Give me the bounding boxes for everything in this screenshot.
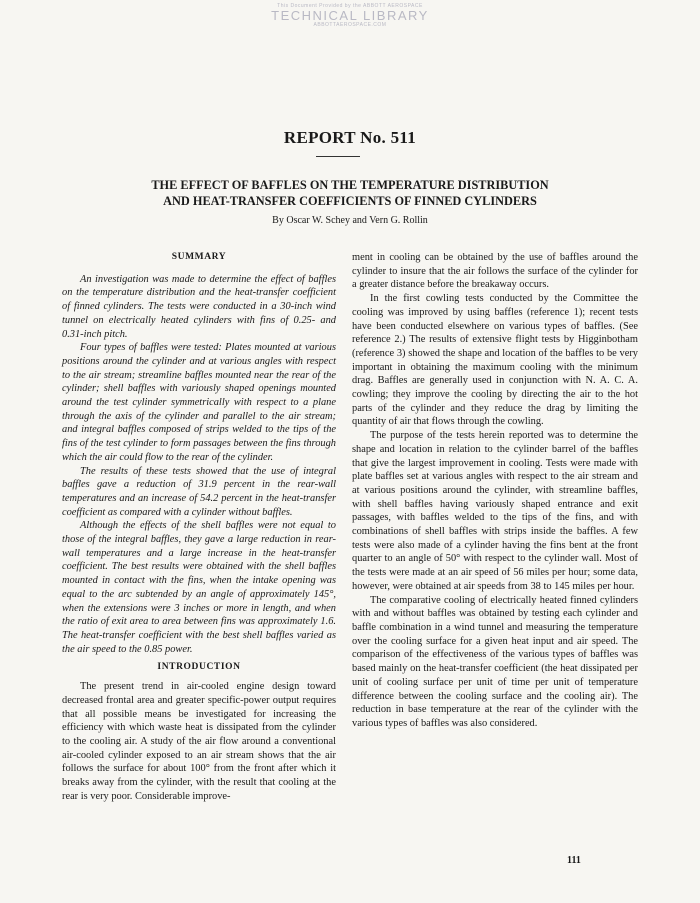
introduction-paragraph: In the first cowling tests conducted by the Committee the cooling was improved by using baffles (reference 1); recent tests have been conducted elsewhere on various types of baffles. (See reference 2.) The results of extensive flight tests by Higginbotham (reference 3) showed the shape and location of the baffles to be very important in obtaining the maximum cooling with the minimum drag. Baffles are generally used in conjunction with N. A. C. A. cowling; they improve the cooling by directing the air to the hot parts of the cylinder and they reduce the drag by limiting the quantity of air that flows through the cowling. [352,293,638,428]
watermark-site-text: ABBOTTAEROSPACE.COM [313,22,387,28]
watermark-provider-text: This Document Provided by the ABBOTT AEROSPACE [277,3,423,9]
title-line-2: AND HEAT-TRANSFER COEFFICIENTS OF FINNED CYLINDERS [163,194,537,208]
introduction-paragraph: The present trend in air-cooled engine design toward decreased frontal area and greater specific-power output requires that all possible means be investigated for increasing the efficiency with which waste heat is dissipated from the cylinder to the cooling air. A study of the air flow around a conventional air-cooled cylinder exposed to an air stream shows that the air follows the surface for about 100° from the front after which it breaks away from the cylinder, with the result that cooling at the rear is very poor. Considerable improve- [62,681,336,802]
watermark-library-text: TECHNICAL LIBRARY [271,8,429,23]
summary-paragraph: Although the effects of the shell baffles were not equal to those of the integral baffles, they gave a large reduction in rear-wall temperatures and a large increase in the heat-transfer coefficient. The best results were obtained with the shell baffles mounted in contact with the fins, when the intake opening was equal to the arc subtended by an angle of approximately 145°, when the extensions were 3 inches or more in length, and when the ratio of exit area to area between fins was approximately 1.6. The heat-transfer coefficient with the best shell baffles varied as the air speed to the 0.85 power. [62,520,336,655]
paper-title [100,177,600,209]
page-number: 111 [567,855,581,866]
summary-body [62,273,336,657]
report-number: REPORT No. 511 [283,128,417,147]
authors: By Oscar W. Schey and Vern G. Rollin [272,215,428,226]
right-column [352,251,638,731]
title-divider [316,156,360,157]
summary-paragraph: The results of these tests showed that the use of integral baffles gave a reduction of 31.9 percent in the rear-wall temperatures and an increase of 54.2 percent in the heat-transfer coefficient as compared with a cylinder without baffles. [62,465,336,518]
summary-paragraph: An investigation was made to determine the effect of baffles on the temperature distribution and the heat-transfer coefficient of finned cylinders. The tests were conducted in a 30-inch wind tunnel on electrically heated cylinders with fins of 0.25- and 0.31-inch pitch. [62,273,336,340]
summary-heading: SUMMARY [171,252,227,262]
introduction-paragraph: The comparative cooling of electrically heated finned cylinders with and without baffles was obtained by testing each cylinder and baffle combination in a wind tunnel and measuring the temperature over the cooling surface for a given heat input and air speed. The comparison of the effectiveness of the various types of baffles was based mainly on the heat-transfer coefficient (the heat dissipated per unit of cooling surface per unit of time per unit of temperature difference between the cooling surface and the cooling air). The reduction in base temperature at the rear of the cylinder with the various types of baffles was also considered. [352,594,638,729]
introduction-heading: INTRODUCTION [157,662,241,673]
introduction-paragraph: The purpose of the tests herein reported was to determine the shape and location in relation to the cylinder barrel of the baffles that give the largest improvement in cooling. Tests were made with plate baffles set at various angles with respect to the air stream and at various positions around the cylinder, with streamline baffles, with shell baffles having variously shaped entrance and exit passages, with baffles welded to the tips of the fins, and with combinations of shell baffles with strips inside the baffles. A few tests were also made of a cylinder having the fins bent at the front quarter to an angle of 50° with respect to the cylinder wall. Most of the tests were made at an air speed of 56 miles per hour; some data, however, were obtained at air speeds from 38 to 145 miles per hour. [352,430,638,592]
library-watermark [0,3,700,28]
introduction-paragraph: ment in cooling can be obtained by the use of baffles around the cylinder to insure that the air follows the surface of the cylinder for a greater distance before the breakaway occurs. [352,252,638,291]
summary-paragraph: Four types of baffles were tested: Plates mounted at various positions around the cylinder and at various angles with respect to the air stream; streamline baffles mounted near the rear of the cylinder; shell baffles with variously shaped openings mounted around the test cylinder symmetrically with respect to a plane through the axis of the cylinder and parallel to the air stream; and integral baffles composed of strips welded to the tips of the fins of the test cylinder to form passages between the fins through which the air could flow to the rear of the cylinder. [62,342,336,463]
left-column [62,251,336,803]
title-line-1: THE EFFECT OF BAFFLES ON THE TEMPERATURE DISTRIBUTION [151,178,549,192]
